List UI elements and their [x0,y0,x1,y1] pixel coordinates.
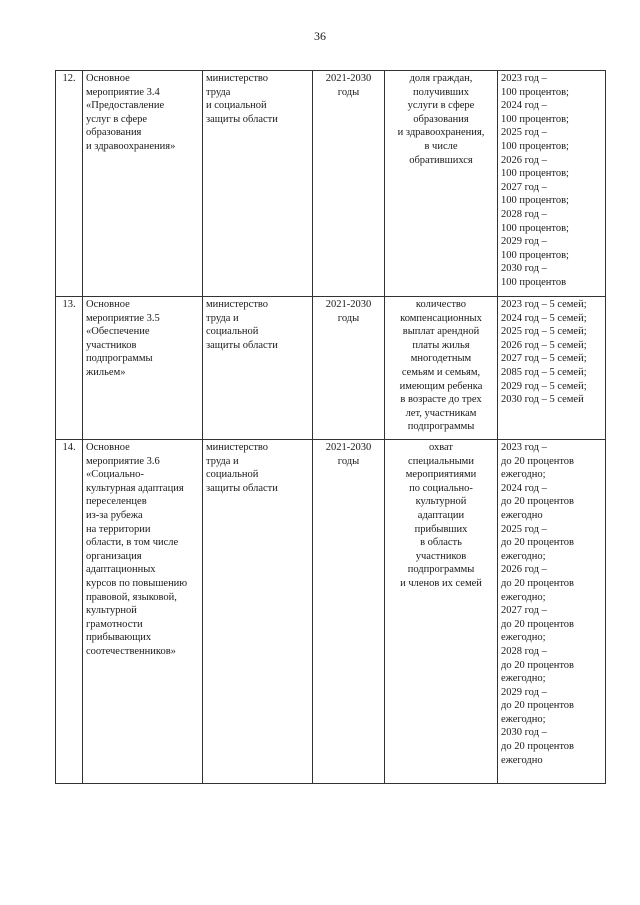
cell-text-line: 100 процентов; [501,222,569,234]
executor-cell [203,297,313,440]
cell-text-line: 2021-2030 [325,299,372,310]
table-row [56,440,606,784]
cell-text-line: имеющим ребенка [399,380,483,392]
cell-text-line: 2024 год – [501,100,547,112]
cell-text-line: 2030 год – [501,727,547,739]
cell-text-line: жильем» [86,366,126,378]
cell-text-line: до 20 процентов [501,455,575,467]
target-value-cell [498,440,606,784]
cell-text-line: обратившихся [409,154,473,166]
cell-text-line: 2024 год – 5 семей; [501,312,587,324]
cell-text-line: Основное [86,299,130,310]
cell-text-line: «Социально- [86,469,144,481]
cell-text-line: культурной [415,496,467,508]
cell-text-line: ежегодно [501,754,543,766]
cell-text-line: 2029 год – [501,236,547,248]
cell-text-line: доля граждан, [409,73,473,84]
cell-text-line: 2030 год – [501,263,547,275]
cell-text-line: труда [206,86,231,98]
cell-text-line: культурной [86,605,137,617]
cell-text-line: многодетным [410,353,472,365]
cell-text-line: 2027 год – 5 семей; [501,353,587,365]
cell-text-line: участников [415,550,467,562]
cell-text-line: и социальной [206,100,267,112]
cell-text-line: области, в том числе [86,537,179,549]
cell-text-line: ежегодно; [501,469,546,481]
cell-text-line: 100 процентов [501,276,567,288]
row-number-cell: 13. [56,297,83,440]
cell-text-line: переселенцев [86,496,147,508]
cell-text-line: прибывающих [86,632,152,644]
cell-text-line: по социально- [409,482,473,494]
cell-text-line: до 20 процентов [501,577,575,589]
cell-text-line: 2021-2030 [325,442,372,453]
cell-text-line: образования [413,113,469,125]
cell-text-line: ежегодно; [501,550,546,562]
cell-text-line: в возрасте до трех [400,394,482,406]
cell-text-line: адаптации [417,509,465,521]
cell-text-line: услуг в сфере [86,113,148,125]
cell-text-line: выплат арендной [402,326,480,338]
cell-text-line: до 20 процентов [501,659,575,671]
cell-text-line: мероприятие 3.5 [86,312,160,324]
cell-text-line: годы [337,312,360,324]
cell-text-line: 100 процентов; [501,195,569,207]
target-value-cell [498,71,606,297]
cell-text-line: ежегодно; [501,673,546,685]
cell-text-line: «Предоставление [86,100,165,112]
cell-text-line: ежегодно; [501,632,546,644]
cell-text-line: количество [415,299,467,310]
cell-text-line: ежегодно; [501,591,546,603]
cell-text-line: подпрограммы [407,564,475,576]
executor-cell [203,71,313,297]
indicator-cell [385,440,498,784]
cell-text-line: социальной [206,469,259,481]
cell-text-line: годы [337,455,360,467]
cell-text-line: 2028 год – [501,645,547,657]
cell-text-line: и здравоохранения, [397,127,485,139]
cell-text-line: 2026 год – 5 семей; [501,339,587,351]
cell-text-line: 2021-2030 [325,73,372,84]
table-row [56,71,606,297]
cell-text-line: до 20 процентов [501,618,575,630]
cell-text-line: мероприятие 3.6 [86,455,160,467]
cell-text-line: труда и [206,312,239,324]
period-cell [313,440,385,784]
cell-text-line: и здравоохранения» [86,140,176,152]
program-events-table [55,70,606,784]
cell-text-line: 100 процентов; [501,113,569,125]
cell-text-line: защиты области [206,113,278,125]
cell-text-line: соотечественников» [86,645,176,657]
cell-text-line: организация [86,550,142,562]
cell-text-line: на территории [86,523,151,535]
cell-text-line: и членов их семей [400,577,482,589]
cell-text-line: в числе [424,140,458,152]
cell-text-line: курсов по повышению [86,577,188,589]
cell-text-line: социальной [206,326,259,338]
cell-text-line: министерство [206,299,269,310]
cell-text-line: 2026 год – [501,154,547,166]
cell-text-line: платы жилья [412,339,470,351]
executor-cell [203,440,313,784]
cell-text-line: до 20 процентов [501,700,575,712]
cell-text-line: мероприятие 3.4 [86,86,160,98]
cell-text-line: «Обеспечение [86,326,150,338]
cell-text-line: 100 процентов; [501,168,569,180]
cell-text-line: культурная адаптация [86,482,184,494]
cell-text-line: семьям и семьям, [401,366,481,378]
cell-text-line: Основное [86,73,130,84]
cell-text-line: 2029 год – 5 семей; [501,380,587,392]
cell-text-line: 2085 год – 5 семей; [501,366,587,378]
cell-text-line: защиты области [206,339,278,351]
event-cell [83,440,203,784]
cell-text-line: из-за рубежа [86,509,143,521]
cell-text-line: 100 процентов; [501,86,569,98]
cell-text-line: получивших [412,86,470,98]
cell-text-line: 2025 год – [501,523,547,535]
cell-text-line: прибывших [414,523,468,535]
indicator-cell [385,71,498,297]
cell-text-line: годы [337,86,360,98]
cell-text-line: труда и [206,455,239,467]
cell-text-line: министерство [206,73,269,84]
cell-text-line: 2025 год – [501,127,547,139]
event-cell [83,297,203,440]
cell-text-line: министерство [206,442,269,453]
indicator-cell [385,297,498,440]
cell-text-line: 2029 год – [501,686,547,698]
cell-text-line: грамотности [86,618,143,630]
period-cell [313,297,385,440]
cell-text-line: 2023 год – [501,73,547,84]
cell-text-line: 100 процентов; [501,249,569,261]
cell-text-line: 2024 год – [501,482,547,494]
row-number-cell: 12. [56,71,83,297]
cell-text-line: 2023 год – [501,442,547,453]
cell-text-line: 2023 год – 5 семей; [501,299,587,310]
cell-text-line: лет, участникам [405,407,477,419]
cell-text-line: в область [420,537,462,549]
cell-text-line: 2027 год – [501,605,547,617]
event-cell [83,71,203,297]
cell-text-line: подпрограммы [86,353,153,365]
cell-text-line: образования [86,127,142,139]
cell-text-line: до 20 процентов [501,741,575,753]
cell-text-line: 2025 год – 5 семей; [501,326,587,338]
cell-text-line: 2026 год – [501,564,547,576]
cell-text-line: Основное [86,442,130,453]
cell-text-line: 2030 год – 5 семей [501,394,584,406]
cell-text-line: защиты области [206,482,278,494]
cell-text-line: ежегодно; [501,713,546,725]
page-number: 36 [314,29,326,43]
cell-text-line: подпрограммы [407,421,475,433]
table-row [56,297,606,440]
row-number-cell: 14. [56,440,83,784]
table-body [56,71,606,784]
cell-text-line: 2028 год – [501,208,547,220]
cell-text-line: участников [86,339,137,351]
cell-text-line: 2027 год – [501,181,547,193]
cell-text-line: услуги в сфере [407,100,475,112]
cell-text-line: компенсационных [400,312,482,324]
cell-text-line: до 20 процентов [501,537,575,549]
cell-text-line: правовой, языковой, [86,591,177,603]
cell-text-line: ежегодно [501,509,543,521]
cell-text-line: мероприятиями [405,469,477,481]
cell-text-line: адаптационных [86,564,156,576]
cell-text-line: охват [428,442,454,453]
cell-text-line: до 20 процентов [501,496,575,508]
target-value-cell [498,297,606,440]
cell-text-line: 100 процентов; [501,140,569,152]
cell-text-line: специальными [408,455,474,467]
period-cell [313,71,385,297]
